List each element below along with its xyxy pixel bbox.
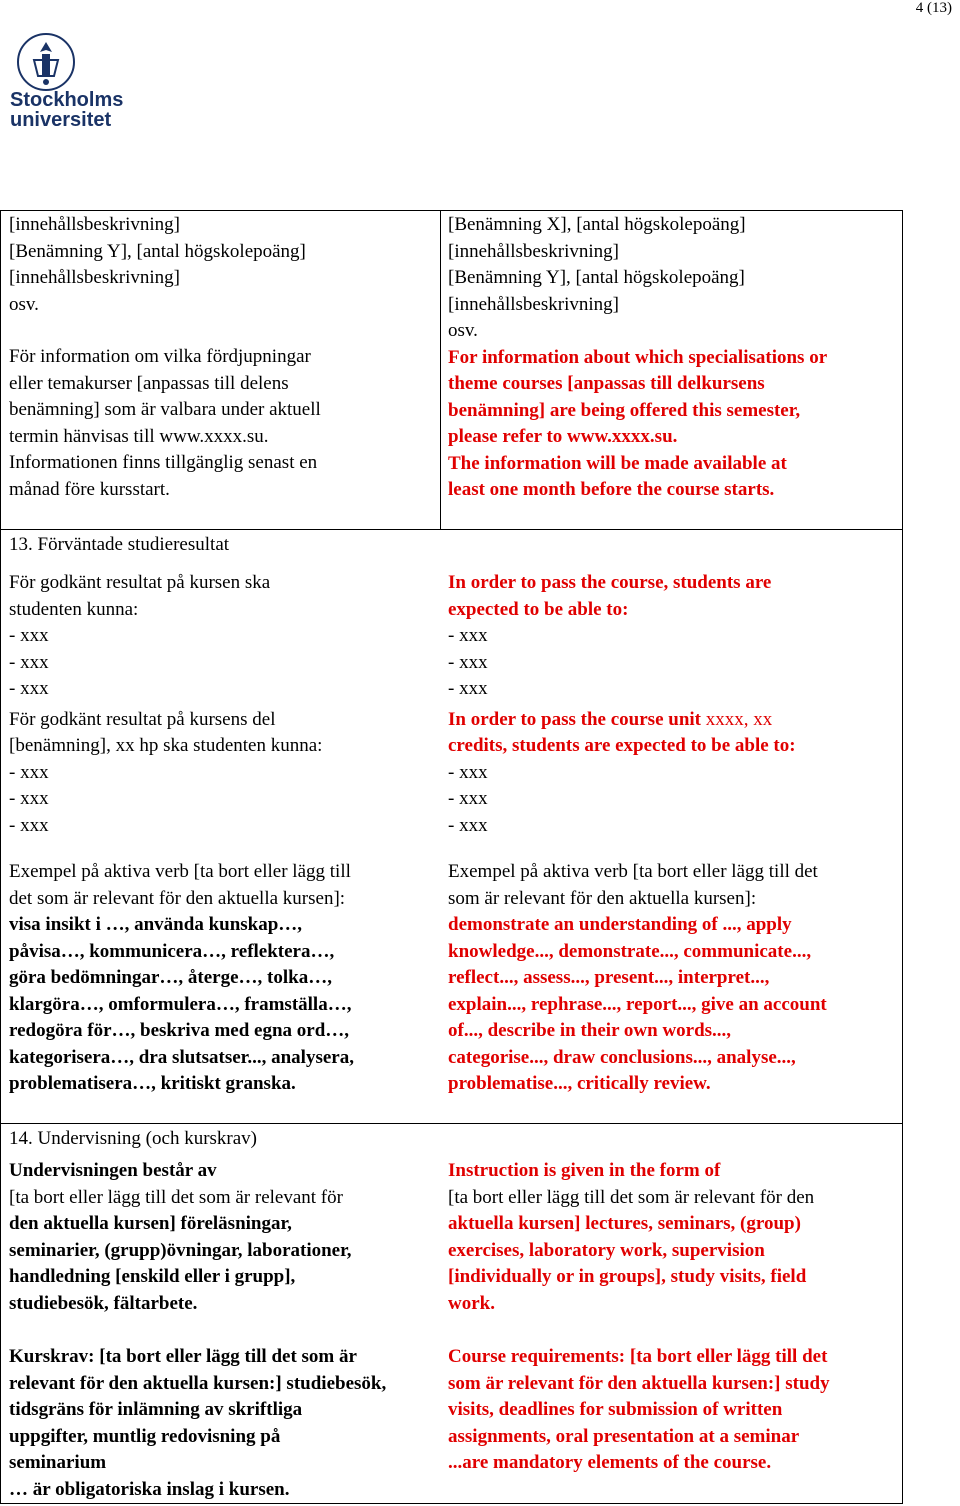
bullet: - xxx [448, 814, 488, 836]
section14-left-cell [9, 1158, 439, 1503]
requirement-line: uppgifter, muntlig redovisning på [9, 1425, 281, 1447]
verb-line: problematise..., critically review. [448, 1073, 711, 1094]
teaching-line: exercises, laboratory work, supervision [448, 1239, 765, 1261]
info-line: theme courses [anpassas till delkursens [448, 373, 765, 394]
outcome-intro: [benämning], xx hp ska studenten kunna: [9, 735, 323, 756]
university-wordmark [10, 90, 123, 130]
info-line: benämning] are being offered this semester, [448, 399, 801, 421]
info-line: The information will be made available at [448, 452, 787, 474]
verb-line: reflect..., assess..., present..., interpret..., [448, 967, 770, 988]
teaching-line: work. [448, 1292, 495, 1314]
requirement-line: visits, deadlines for submission of written [448, 1399, 783, 1420]
info-line: please refer to www.xxxx.su. [448, 426, 678, 447]
requirement-line: relevant för den aktuella kursen:] studiebesök, [9, 1372, 387, 1394]
section13-left-cell [9, 570, 439, 1098]
bullet: - xxx [9, 761, 49, 783]
verb-line: klargöra…, omformulera…, framställa…, [9, 993, 352, 1015]
teaching-line: den aktuella kursen] föreläsningar, [9, 1213, 292, 1234]
teaching-line: [ta bort eller lägg till det som är relevant för den [448, 1186, 815, 1208]
content-line: [Benämning Y], [antal högskolepoäng] [448, 267, 745, 288]
content-line: osv. [448, 320, 478, 341]
requirement-line: som är relevant för den aktuella kursen:] study [448, 1372, 830, 1394]
bullet: - xxx [448, 788, 488, 809]
content-line: [Benämning X], [antal högskolepoäng] [448, 214, 746, 235]
teaching-line: studiebesök, fältarbete. [9, 1292, 198, 1314]
requirement-line: ...are mandatory elements of the course. [448, 1452, 772, 1473]
info-line: For information about which specialisations or [448, 346, 828, 368]
teaching-line: aktuella kursen] lectures, seminars, (group) [448, 1213, 801, 1234]
outcome-intro: In order to pass the course unit xxxx, xx [448, 708, 773, 730]
row1-right-cell [448, 212, 898, 504]
requirement-line: seminarium [9, 1452, 107, 1473]
verb-line: göra bedömningar…, återge…, tolka…, [9, 967, 332, 988]
verb-example-intro: som är relevant för den aktuella kursen]: [448, 887, 757, 909]
content-line: [innehållsbeskrivning] [9, 214, 180, 235]
info-line: least one month before the course starts. [448, 479, 775, 500]
outcome-intro: studenten kunna: [9, 598, 139, 620]
teaching-line: seminarier, (grupp)övningar, laborationer, [9, 1239, 352, 1261]
info-line: benämning] som är valbara under aktuell [9, 399, 321, 420]
teaching-line: Instruction is given in the form of [448, 1160, 721, 1181]
info-line: termin hänvisas till www.xxxx.su. [9, 425, 269, 447]
section13-bottom-divider [0, 1123, 903, 1124]
teaching-line: handledning [enskild eller i grupp], [9, 1266, 296, 1287]
bullet: - xxx [9, 814, 49, 836]
teaching-line: [individually or in groups], study visits, field [448, 1266, 807, 1287]
info-line: månad före kursstart. [9, 478, 170, 500]
outcome-intro: credits, students are expected to be able to: [448, 735, 796, 756]
outcome-intro: expected to be able to: [448, 598, 629, 620]
verb-line: redogöra för…, beskriva med egna ord…, [9, 1020, 350, 1041]
bullet: - xxx [448, 678, 488, 699]
outcome-intro: In order to pass the course, students are [448, 572, 772, 593]
bullet: - xxx [9, 678, 49, 699]
section-14-heading: 14. Undervisning (och kurskrav) [9, 1128, 258, 1149]
bullet: - xxx [448, 625, 488, 646]
row1-column-divider [440, 210, 441, 530]
bullet: - xxx [9, 651, 49, 673]
requirement-line: tidsgräns för inlämning av skriftliga [9, 1399, 303, 1420]
verb-line: problematisera…, kritiskt granska. [9, 1073, 296, 1094]
requirement-line: Kurskrav: [ta bort eller lägg till det som är [9, 1346, 357, 1367]
bullet: - xxx [9, 788, 49, 809]
verb-line: kategorisera…, dra slutsatser..., analysera, [9, 1046, 354, 1068]
section14-right-cell [448, 1158, 898, 1477]
wordmark-line1: Stockholms [10, 89, 124, 111]
content-line: [innehållsbeskrivning] [448, 240, 619, 262]
teaching-line: [ta bort eller lägg till det som är relevant för [9, 1186, 343, 1208]
page-number: 4 (13) [915, 0, 952, 16]
requirement-line: assignments, oral presentation at a seminar [448, 1425, 800, 1447]
verb-example-intro: Exempel på aktiva verb [ta bort eller lägg till det [448, 861, 818, 882]
section13-right-cell [448, 570, 898, 1098]
info-line: eller temakurser [anpassas till delens [9, 372, 289, 394]
row1-bottom-divider [0, 529, 903, 530]
bullet: - xxx [9, 625, 49, 646]
verb-line: påvisa…, kommunicera…, reflektera…, [9, 940, 335, 962]
bullet: - xxx [448, 761, 488, 783]
content-line: [Benämning Y], [antal högskolepoäng] [9, 240, 306, 262]
row1-left-cell [9, 212, 434, 503]
verb-line: knowledge..., demonstrate..., communicate..., [448, 940, 812, 962]
content-line: osv. [9, 293, 39, 315]
bullet: - xxx [448, 651, 488, 673]
verb-line: demonstrate an understanding of ..., apply [448, 914, 792, 935]
content-line: [innehållsbeskrivning] [448, 293, 619, 315]
requirement-line: … är obligatoriska inslag i kursen. [9, 1478, 290, 1500]
content-line: [innehållsbeskrivning] [9, 267, 180, 288]
teaching-line: Undervisningen består av [9, 1160, 217, 1181]
requirement-line: Course requirements: [ta bort eller lägg till det [448, 1346, 828, 1367]
info-line: Informationen finns tillgänglig senast en [9, 452, 318, 473]
outcome-intro: För godkänt resultat på kursens del [9, 708, 276, 730]
wordmark-line2: universitet [10, 109, 112, 131]
section-13-heading: 13. Förväntade studieresultat [9, 534, 230, 555]
verb-line: of..., describe in their own words..., [448, 1020, 732, 1041]
info-line: För information om vilka fördjupningar [9, 346, 311, 367]
outcome-intro: För godkänt resultat på kursen ska [9, 572, 271, 593]
verb-line: explain..., rephrase..., report..., give an account [448, 993, 827, 1015]
verb-example-intro: Exempel på aktiva verb [ta bort eller lägg till [9, 861, 351, 882]
verb-line: categorise..., draw conclusions..., analyse..., [448, 1046, 796, 1068]
verb-example-intro: det som är relevant för den aktuella kursen]: [9, 887, 346, 909]
verb-line: visa insikt i …, använda kunskap…, [9, 914, 303, 935]
